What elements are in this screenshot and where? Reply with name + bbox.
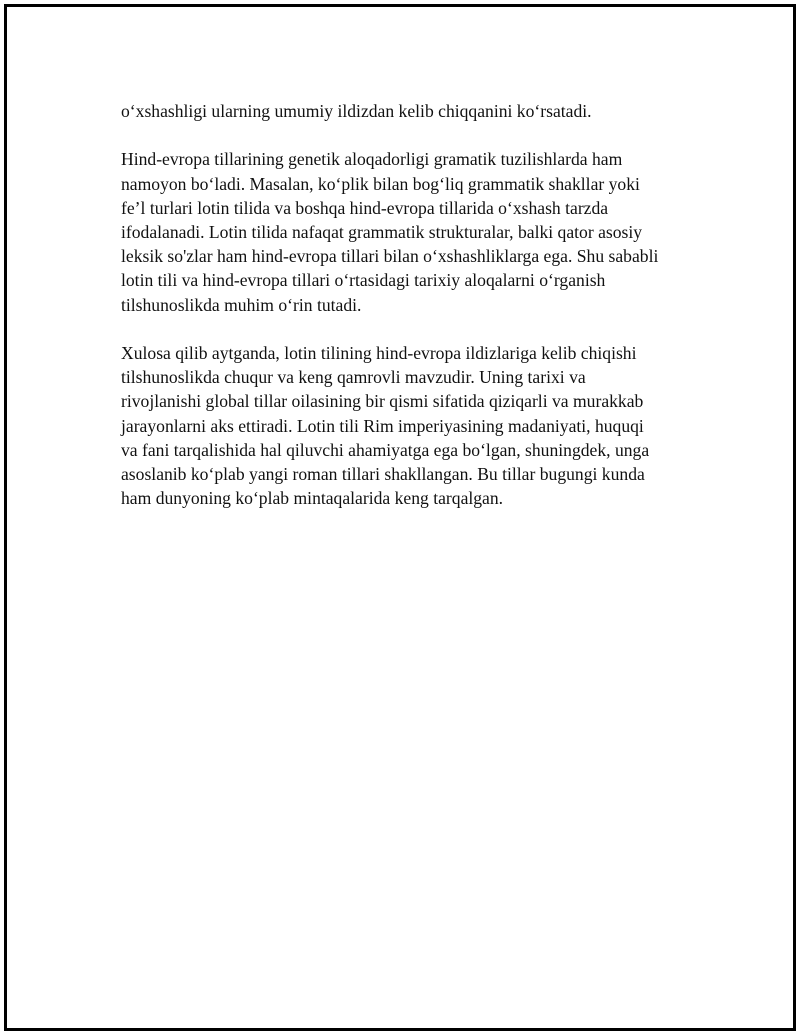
- text-line: asoslanib ko‘plab yangi roman tillari shakllangan. Bu tillar bugungi kunda: [121, 464, 645, 485]
- document-body: [121, 99, 701, 510]
- text-line: jarayonlarni aks ettiradi. Lotin tili Rim imperiyasining madaniyati, huquqi: [121, 415, 644, 436]
- text-line: Xulosa qilib aytganda, lotin tilining hind-evropa ildizlariga kelib chiqishi: [121, 343, 637, 363]
- text-line: Hind-evropa tillarining genetik aloqadorligi gramatik tuzilishlarda ham: [121, 149, 623, 170]
- text-line: namoyon bo‘ladi. Masalan, ko‘plik bilan bog‘liq grammatik shakllar yoki: [121, 173, 640, 194]
- text-line: fe’l turlari lotin tilida va boshqa hind-evropa tillarida o‘xshash tarzda: [121, 197, 609, 218]
- text-line: ham dunyoning ko‘plab mintaqalarida keng tarqalgan.: [121, 488, 504, 509]
- text-line: leksik so'zlar ham hind-evropa tillari bilan o‘xshashliklarga ega. Shu sababli: [121, 246, 659, 267]
- text-line: ifodalanadi. Lotin tilida nafaqat grammatik strukturalar, balki qator asosiy: [121, 222, 643, 242]
- text-line: tilshunoslikda muhim o‘rin tutadi.: [121, 294, 362, 315]
- page-frame: [4, 4, 796, 1031]
- text-line: va fani tarqalishida hal qiluvchi ahamiyatga ega bo‘lgan, shuningdek, unga: [121, 439, 650, 460]
- text-line: o‘xshashligi ularning umumiy ildizdan kelib chiqqanini ko‘rsatadi.: [121, 101, 592, 121]
- text-line: lotin tili va hind-evropa tillari o‘rtasidagi tarixiy aloqalarni o‘rganish: [121, 270, 606, 291]
- text-line: tilshunoslikda chuqur va keng qamrovli mavzudir. Uning tarixi va: [121, 367, 586, 388]
- paragraph-spacer: [121, 123, 701, 147]
- text-line: rivojlanishi global tillar oilasining bir qismi sifatida qiziqarli va murakkab: [121, 391, 644, 412]
- paragraph-spacer: [121, 317, 701, 341]
- paragraph-conclusion: [121, 341, 701, 510]
- paragraph-continuation: [121, 99, 701, 123]
- paragraph-genetic-relations: [121, 147, 701, 316]
